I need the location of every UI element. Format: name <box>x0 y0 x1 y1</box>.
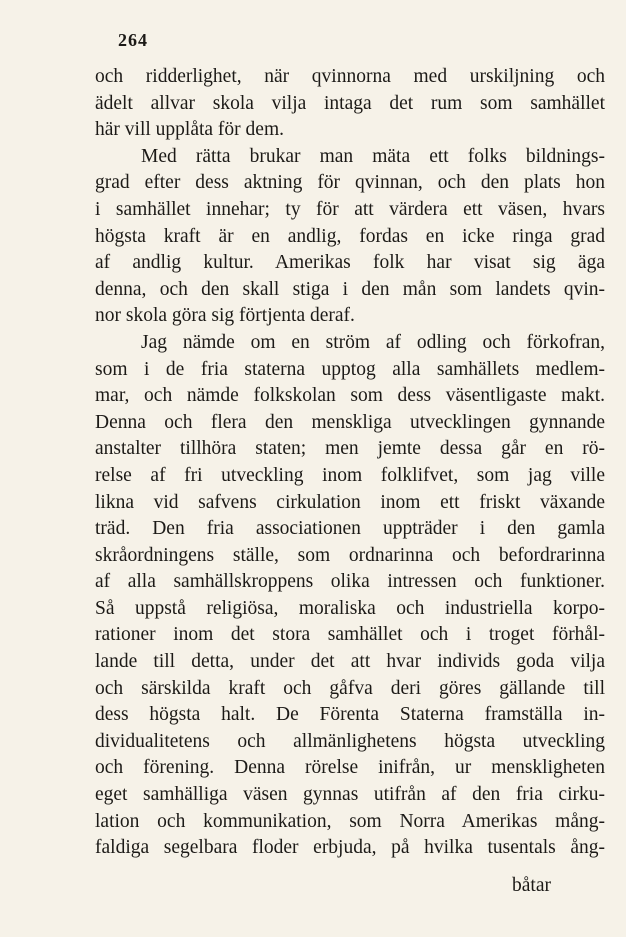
text-line: mar, och nämde folkskolan som dess väsentligaste makt. <box>95 385 605 407</box>
text-line: lation och kommunikation, som Norra Amerikas mång- <box>95 810 605 832</box>
catchword: båtar <box>512 875 551 896</box>
text-line: högsta kraft är en andlig, fordas en icke ringa grad <box>95 225 605 247</box>
text-line: ädelt allvar skola vilja intaga det rum som samhället <box>95 92 605 114</box>
text-line: och särskilda kraft och gåfva deri göres gällande till <box>95 677 605 699</box>
text-line: och förening. Denna rörelse inifrån, ur menskligheten <box>95 757 605 779</box>
text-line: af alla samhällskroppens olika intressen och funktioner. <box>95 571 605 593</box>
text-line: anstalter tillhöra staten; men jemte dessa går en rö- <box>95 438 605 460</box>
text-line: af andlig kultur. Amerikas folk har visat sig äga <box>95 252 605 274</box>
text-line: i samhället innehar; ty för att värdera ett väsen, hvars <box>95 198 605 220</box>
text-line: likna vid safvens cirkulation inom ett friskt växande <box>95 491 605 513</box>
text-line: Jag nämde om en ström af odling och förkofran, <box>141 331 605 353</box>
text-line: och ridderlighet, när qvinnorna med urskiljning och <box>95 66 605 87</box>
text-line: Så uppstå religiösa, moraliska och industriella korpo- <box>95 597 605 619</box>
text-line: grad efter dess aktning för qvinnan, och den plats hon <box>95 172 605 194</box>
text-line: dividualitetens och allmänlighetens högsta utveckling <box>95 730 605 752</box>
text-line: eget samhälliga väsen gynnas utifrån af den fria cirku- <box>95 784 605 806</box>
text-line: här vill upplåta för dem. <box>95 119 284 141</box>
text-line: relse af fri utveckling inom folklifvet, som jag ville <box>95 464 605 486</box>
text-line: nor skola göra sig förtjenta deraf. <box>95 305 355 327</box>
text-line: skråordningens ställe, som ordnarinna och befordrarinna <box>95 544 605 566</box>
text-line: Med rätta brukar man mäta ett folks bildnings- <box>141 145 605 167</box>
text-line: denna, och den skall stiga i den mån som landets qvin- <box>95 278 605 300</box>
text-line: Denna och flera den menskliga utvecklingen gynnande <box>95 411 605 433</box>
text-line: faldiga segelbara floder erbjuda, på hvilka tusentals ång- <box>95 837 605 859</box>
text-line: som i de fria staterna upptog alla samhällets medlem- <box>95 358 605 380</box>
page-number: 264 <box>118 30 148 50</box>
text-line: dess högsta halt. De Förenta Staterna framställa in- <box>95 704 605 726</box>
body-text <box>95 64 605 862</box>
text-line: rationer inom det stora samhället och i troget förhål- <box>95 624 605 646</box>
text-line: lande till detta, under det att hvar individs goda vilja <box>95 651 605 673</box>
text-line: träd. Den fria associationen uppträder i den gamla <box>95 518 605 540</box>
